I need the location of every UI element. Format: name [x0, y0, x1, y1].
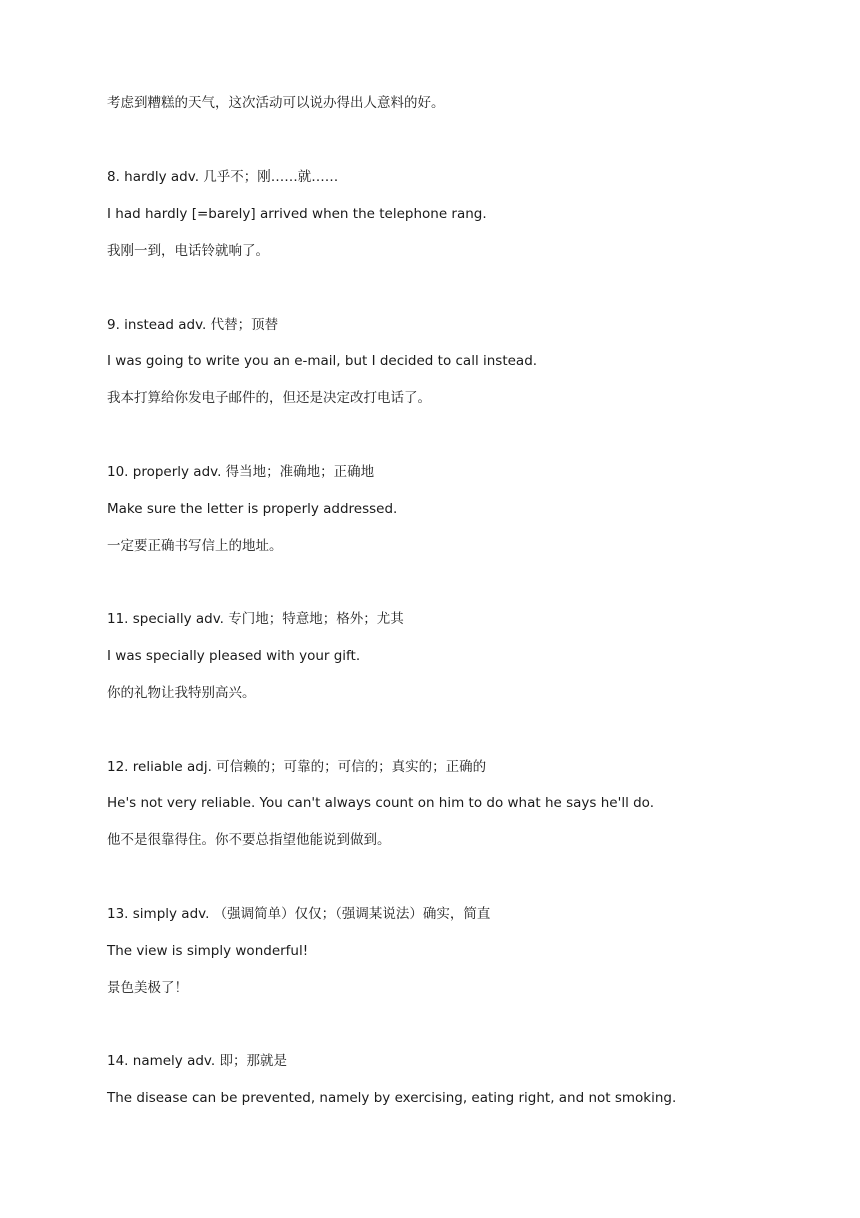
example-translation: 你的礼物让我特别高兴。 [107, 685, 256, 701]
vocab-entry-heading: 8. hardly adv. 几乎不；刚……就…… [107, 169, 339, 185]
example-sentence: He's not very reliable. You can't always count on him to do what he says he'll do. [107, 795, 654, 811]
example-translation: 一定要正确书写信上的地址。 [107, 538, 283, 554]
example-sentence: The disease can be prevented, namely by exercising, eating right, and not smoking. [107, 1090, 677, 1106]
example-translation: 我刚一到，电话铃就响了。 [107, 243, 269, 259]
example-sentence: I was going to write you an e-mail, but I decided to call instead. [107, 353, 538, 369]
vocab-entry-heading: 13. simply adv. （强调简单）仅仅；（强调某说法）确实，简直 [107, 906, 491, 922]
example-translation: 我本打算给你发电子邮件的，但还是决定改打电话了。 [107, 390, 431, 406]
vocab-entry-heading: 9. instead adv. 代替；顶替 [107, 317, 279, 333]
example-translation: 考虑到糟糕的天气，这次活动可以说办得出人意料的好。 [107, 95, 445, 111]
example-sentence: I was specially pleased with your gift. [107, 648, 361, 664]
example-sentence: The view is simply wonderful! [107, 943, 309, 959]
vocab-entry-heading: 10. properly adv. 得当地；准确地；正确地 [107, 464, 375, 480]
vocab-entry-heading: 11. specially adv. 专门地；特意地；格外；尤其 [107, 611, 404, 627]
example-translation: 他不是很靠得住。你不要总指望他能说到做到。 [107, 832, 391, 848]
example-sentence: Make sure the letter is properly addressed. [107, 501, 398, 517]
example-translation: 景色美极了！ [107, 980, 188, 996]
vocab-entry-heading: 12. reliable adj. 可信赖的；可靠的；可信的；真实的；正确的 [107, 759, 487, 775]
vocab-entry-heading: 14. namely adv. 即；那就是 [107, 1053, 287, 1069]
example-sentence: I had hardly [=barely] arrived when the telephone rang. [107, 206, 487, 222]
